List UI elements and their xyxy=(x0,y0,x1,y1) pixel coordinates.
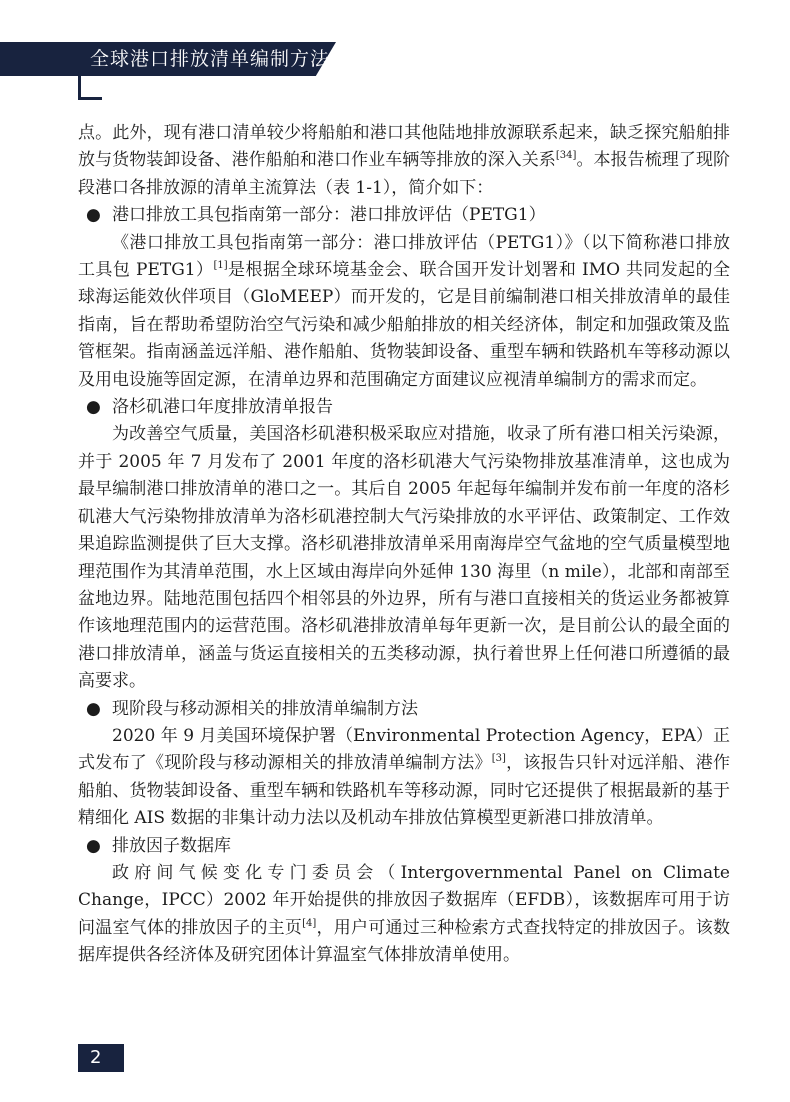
bullet-item-los-angeles: ● 洛杉矶港口年度排放清单报告 xyxy=(78,394,730,421)
bullet-dot-icon: ● xyxy=(86,835,101,856)
paragraph-epa-method: 2020 年 9 月美国环境保护署（Environmental Protection Agency，EPA）正式发布了《现阶段与移动源相关的排放清单编制方法》[3]，该报告只针对远洋船、港作船舶、货物装卸设备、重型车辆和铁路机车等移动源，同时它还提供了根据最新的基于精细化 AIS 数据的非集计动力法以及机动车排放估算模型更新港口排放清单。 xyxy=(78,725,731,829)
citation-ref: [3] xyxy=(491,753,506,765)
paragraph-efdb: 政府间气候变化专门委员会（Intergovernmental Panel on Climate Change，IPCC）2002 年开始提供的排放因子数据库（EFDB），该数据库可用于访问温室气体的排放因子的主页[4]，用户可通过三种检索方式查找特定的排放因子。该数据库提供各经济体及研究团体计算温室气体排放清单使用。 xyxy=(78,862,731,966)
bullet-dot-icon: ● xyxy=(86,397,101,418)
citation-ref: [34] xyxy=(555,150,577,162)
paragraph-continuation: 点。此外，现有港口清单较少将船舶和港口其他陆地排放源联系起来，缺乏探究船舶排放与货物装卸设备、港作船舶和港口作业车辆等排放的深入关系[34]。本报告梳理了现阶段港口各排放源的清单主流算法（表 1-1），简介如下： xyxy=(78,123,731,198)
paragraph-los-angeles: 为改善空气质量，美国洛杉矶港积极采取应对措施，收录了所有港口相关污染源，并于 2005 年 7 月发布了 2001 年度的洛杉矶港大气污染物排放基准清单，这也成为最早编制港口排放清单的港口之一。其后自 2005 年起每年编制并发布前一年度的洛杉矶港大气污染物排放清单为洛杉矶港控制大气污染排放的水平评估、政策制定、工作效果追踪监测提供了巨大支撑。洛杉矶港排放清单采用南海岸空气盆地的空气质量模型地理范围作为其清单范围，水上区域由海岸向外延伸 130 海里（n mile），北部和南部至盆地边界。陆地范围包括四个相邻县的外边界，所有与港口直接相关的货运业务都被算作该地理范围内的运营范围。洛杉矶港排放清单每年更新一次，是目前公认的最全面的港口排放清单，涵盖与货运直接相关的五类移动源，执行着世界上任何港口所遵循的最高要求。 xyxy=(78,424,730,692)
bullet-item-petg1: ● 港口排放工具包指南第一部分：港口排放评估（PETG1） xyxy=(78,202,730,229)
bullet-dot-icon: ● xyxy=(86,698,101,719)
bullet-item-efdb: ● 排放因子数据库 xyxy=(78,833,730,860)
bullet-item-epa-method: ● 现阶段与移动源相关的排放清单编制方法 xyxy=(78,696,730,723)
bullet-dot-icon: ● xyxy=(86,205,101,226)
citation-ref: [1] xyxy=(213,260,228,272)
header-frame-decoration xyxy=(78,42,102,100)
citation-ref: [4] xyxy=(302,917,317,929)
running-header-title: 全球港口排放清单编制方法 xyxy=(90,48,331,70)
paragraph-petg1: 《港口排放工具包指南第一部分：港口排放评估（PETG1）》（以下简称港口排放工具包 PETG1）[1]是根据全球环境基金会、联合国开发计划署和 IMO 共同发起的全球海运能效伙伴项目（GloMEEP）而开发的，它是目前编制港口相关排放清单的最佳指南，旨在帮助希望防治空气污染和减少船舶排放的相关经济体，制定和加强政策及监管框架。指南涵盖远洋船、港作船舶、货物装卸设备、重型车辆和铁路机车等移动源以及用电设施等固定源，在清单边界和范围确定方面建议应视清单编制方的需求而定。 xyxy=(78,232,730,390)
page-number: 2 xyxy=(78,1044,124,1072)
body-text xyxy=(78,120,730,970)
